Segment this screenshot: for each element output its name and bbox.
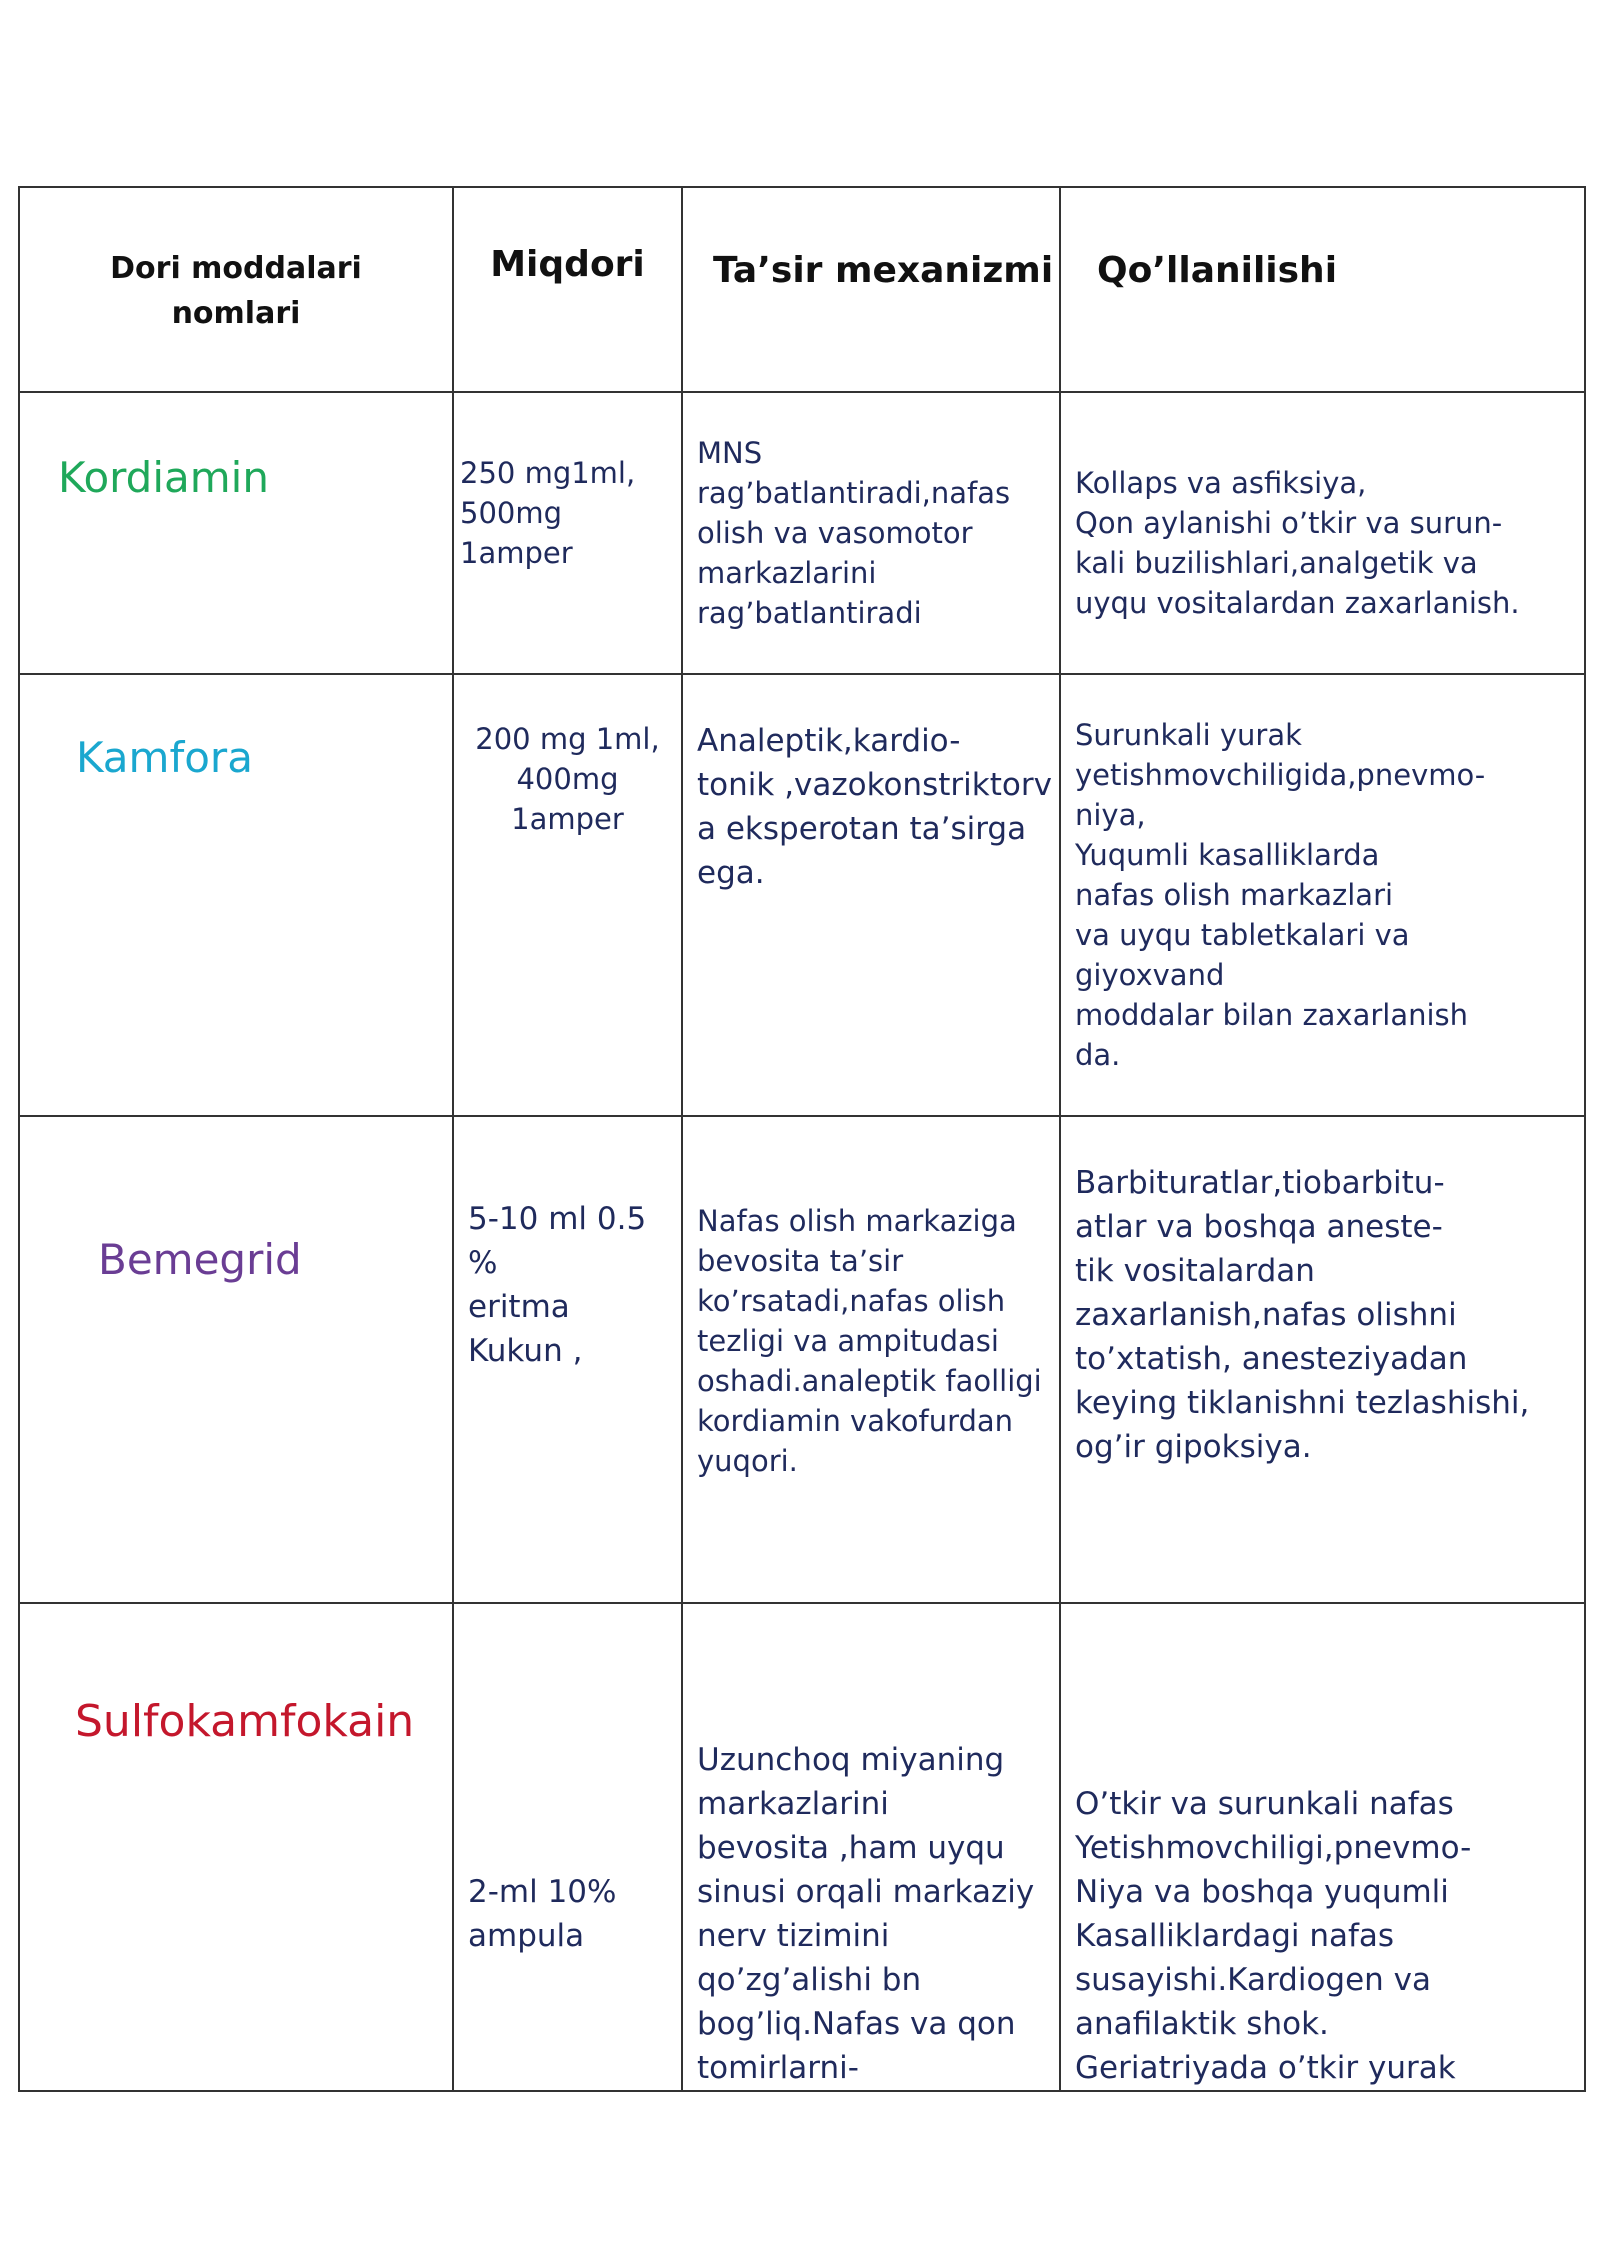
mechanism-cell — [682, 674, 1060, 1116]
table-row — [19, 392, 1585, 674]
usage-text: Kollaps va asfiksiya, Qon aylanishi o’tkir va surun- kali buzilishlari,analgetik va uyqu vositalardan zaxarlanish. — [1075, 466, 1520, 620]
dose-cell — [453, 674, 682, 1116]
dose-cell — [453, 392, 682, 674]
dose-cell — [453, 1603, 682, 2091]
usage-text: Barbituratlar,tiobarbitu- atlar va boshqa aneste- tik vositalardan zaxarlanish,nafas olishni to’xtatish, anesteziyadan keying tiklanishni tezlashishi, og’ir gipoksiya. — [1075, 1165, 1530, 1465]
drug-name-cell — [19, 1603, 453, 2091]
dose-text: 5-10 ml 0.5 % eritma Kukun , — [468, 1201, 647, 1369]
usage-cell — [1060, 1603, 1585, 2091]
drug-name: Kordiamin — [58, 453, 269, 502]
drug-name-cell — [19, 674, 453, 1116]
usage-text: O’tkir va surunkali nafas Yetishmovchiligi,pnevmo- Niya va boshqa yuqumli Kasalliklardagi nafas susayishi.Kardiogen va anafilaktik shok. Geriatriyada o’tkir yurak — [1075, 1786, 1472, 2086]
table-header-row — [19, 187, 1585, 392]
mechanism-text: Uzunchoq miyaning markazlarini bevosita ,ham uyqu sinusi orqali markaziy nerv tizimini qo’zg’alishi bn bog’liq.Nafas va qon tomirlarni- — [697, 1742, 1035, 2086]
table-row — [19, 1603, 1585, 2091]
usage-cell — [1060, 674, 1585, 1116]
mechanism-cell — [682, 1116, 1060, 1603]
mechanism-text: MNS rag’batlantiradi,nafas olish va vasomotor markazlarini rag’batlantiradi — [697, 436, 1011, 630]
mechanism-cell — [682, 392, 1060, 674]
table-row — [19, 674, 1585, 1116]
drug-name-cell — [19, 392, 453, 674]
dose-text: 200 mg 1ml, 400mg 1amper — [475, 722, 660, 836]
dose-cell — [453, 1116, 682, 1603]
usage-text: Surunkali yurak yetishmovchiligida,pnevmo- niya, Yuqumli kasalliklarda nafas olish markazlari va uyqu tabletkalari va giyoxvand moddalar bilan zaxarlanish da. — [1075, 718, 1486, 1072]
header-cell-name — [19, 187, 453, 392]
mechanism-text: Nafas olish markaziga bevosita ta’sir ko’rsatadi,nafas olish tezligi va ampitudasi oshadi.analeptik faolligi kordiamin vakofurdan yuqori. — [697, 1204, 1042, 1478]
drug-name: Sulfokamfokain — [75, 1696, 415, 1747]
usage-cell — [1060, 1116, 1585, 1603]
usage-cell — [1060, 392, 1585, 674]
mechanism-text: Analeptik,kardio- tonik ,vazokonstriktorv a eksperotan ta’sirga ega. — [697, 723, 1052, 891]
drug-table — [18, 186, 1586, 2092]
drug-name-cell — [19, 1116, 453, 1603]
header-cell-usage — [1060, 187, 1585, 392]
dose-text: 250 mg1ml, 500mg 1amper — [460, 456, 636, 570]
header-usage: Qo’llanilishi — [1097, 250, 1338, 291]
mechanism-cell — [682, 1603, 1060, 2091]
header-dose: Miqdori — [490, 244, 645, 285]
header-mechanism: Ta’sir mexanizmi — [713, 250, 1054, 291]
drug-name: Bemegrid — [98, 1235, 302, 1284]
header-cell-mechanism — [682, 187, 1060, 392]
table-row — [19, 1116, 1585, 1603]
dose-text: 2-ml 10% ampula — [468, 1874, 617, 1954]
header-cell-dose — [453, 187, 682, 392]
drug-name: Kamfora — [76, 733, 253, 782]
header-name: Dori moddalari nomlari — [110, 251, 362, 331]
